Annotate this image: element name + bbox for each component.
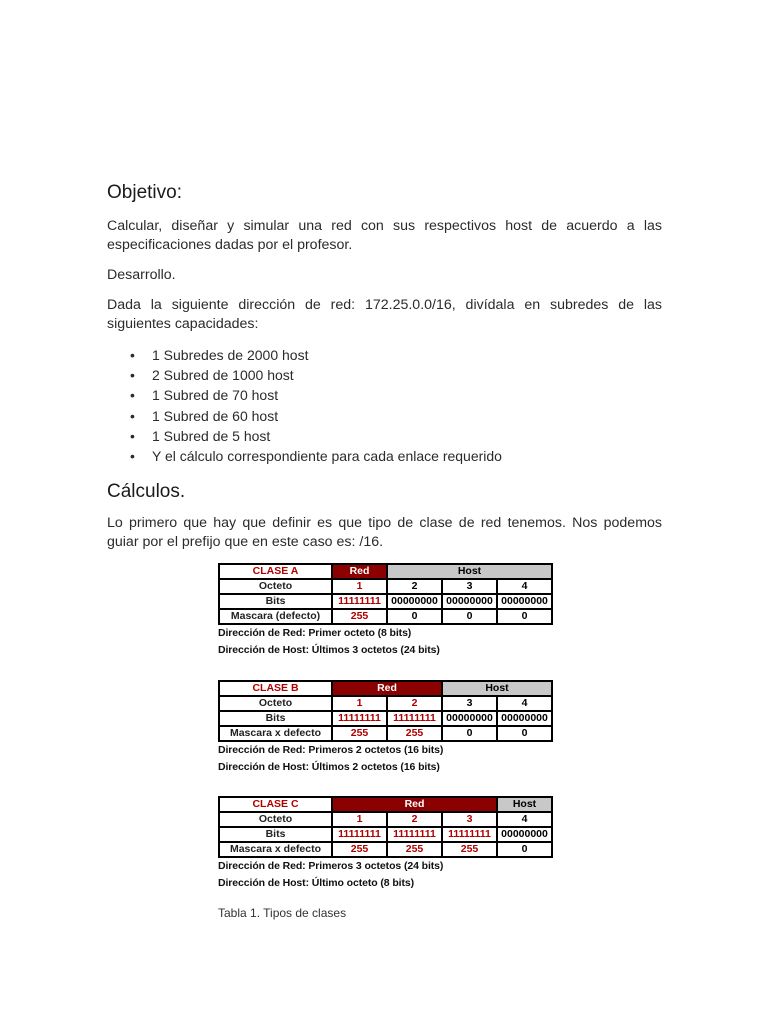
- octet-cell: 1: [332, 812, 387, 827]
- row-label: Octeto: [219, 696, 332, 711]
- class-b-block: [218, 680, 553, 776]
- host-note: Dirección de Host: Últimos 3 octetos (24 bits): [218, 644, 440, 656]
- octet-cell: 2: [387, 696, 442, 711]
- bits-cell: 11111111: [332, 711, 387, 726]
- class-label: CLASE B: [219, 681, 332, 696]
- class-a-table: [218, 563, 553, 625]
- host-note: Dirección de Host: Últimos 2 octetos (16 bits): [218, 761, 440, 773]
- class-c-block: [218, 796, 553, 892]
- objetivo-paragraph: Calcular, diseñar y simular una red con sus respectivos host de acuerdo a las especificaciones dadas por el profesor.: [107, 218, 662, 253]
- octet-cell: 1: [332, 696, 387, 711]
- list-item: • 1 Subredes de 2000 host: [130, 345, 650, 365]
- list-item: • 1 Subred de 5 host: [130, 426, 650, 446]
- row-label: Mascara (defecto): [219, 609, 332, 624]
- class-a-block: [218, 563, 553, 659]
- mask-cell: 0: [497, 726, 552, 741]
- row-label: Octeto: [219, 579, 332, 594]
- list-item: • 1 Subred de 70 host: [130, 385, 650, 405]
- mask-cell: 0: [442, 726, 497, 741]
- list-item: • 2 Subred de 1000 host: [130, 365, 650, 385]
- mask-cell: 255: [332, 842, 387, 857]
- red-header: Red: [332, 564, 387, 579]
- mask-cell: 0: [497, 609, 552, 624]
- network-note: Dirección de Red: Primer octeto (8 bits): [218, 627, 412, 639]
- table-row: [219, 797, 552, 812]
- objetivo-heading: Objetivo:: [107, 182, 182, 203]
- calculos-heading: Cálculos.: [107, 481, 186, 502]
- row-label: Mascara x defecto: [219, 842, 332, 857]
- red-header: Red: [332, 681, 442, 696]
- host-note: Dirección de Host: Último octeto (8 bits): [218, 877, 415, 889]
- red-header: Red: [332, 797, 497, 812]
- octet-cell: 3: [442, 696, 497, 711]
- table-row: [219, 594, 552, 609]
- octet-cell: 2: [387, 812, 442, 827]
- table-row: [219, 812, 552, 827]
- table-row: [219, 726, 552, 741]
- host-header: Host: [442, 681, 552, 696]
- list-item: • Y el cálculo correspondiente para cada enlace requerido: [130, 446, 650, 466]
- octet-cell: 4: [497, 696, 552, 711]
- host-header: Host: [387, 564, 552, 579]
- table-row: [219, 609, 552, 624]
- bits-cell: 11111111: [332, 827, 387, 842]
- mask-cell: 255: [332, 726, 387, 741]
- mask-cell: 0: [497, 842, 552, 857]
- octet-cell: 1: [332, 579, 387, 594]
- mask-cell: 0: [442, 609, 497, 624]
- bits-cell: 11111111: [442, 827, 497, 842]
- octet-cell: 3: [442, 812, 497, 827]
- row-label: Bits: [219, 711, 332, 726]
- table-row: [219, 579, 552, 594]
- bits-cell: 00000000: [497, 594, 552, 609]
- mask-cell: 0: [387, 609, 442, 624]
- table-row: [219, 711, 552, 726]
- calculos-paragraph: Lo primero que hay que definir es que tipo de clase de red tenemos. Nos podemos guiar por el prefijo que en este caso es: /16.: [107, 515, 662, 550]
- class-b-table: [218, 680, 553, 742]
- mask-cell: 255: [387, 842, 442, 857]
- network-note: Dirección de Red: Primeros 3 octetos (24 bits): [218, 860, 444, 872]
- network-note: Dirección de Red: Primeros 2 octetos (16 bits): [218, 744, 444, 756]
- list-item: • 1 Subred de 60 host: [130, 406, 650, 426]
- class-c-table: [218, 796, 553, 858]
- table-row: [219, 696, 552, 711]
- bits-cell: 11111111: [387, 711, 442, 726]
- row-label: Bits: [219, 594, 332, 609]
- host-header: Host: [497, 797, 552, 812]
- mask-cell: 255: [387, 726, 442, 741]
- desarrollo-label: Desarrollo.: [107, 267, 176, 283]
- table-row: [219, 842, 552, 857]
- bits-cell: 00000000: [387, 594, 442, 609]
- class-label: CLASE A: [219, 564, 332, 579]
- bits-cell: 11111111: [387, 827, 442, 842]
- bits-cell: 11111111: [332, 594, 387, 609]
- capacity-list: [130, 345, 650, 466]
- table-row: [219, 681, 552, 696]
- table-row: [219, 827, 552, 842]
- octet-cell: 3: [442, 579, 497, 594]
- octet-cell: 4: [497, 812, 552, 827]
- octet-cell: 2: [387, 579, 442, 594]
- bits-cell: 00000000: [442, 711, 497, 726]
- table-caption: Tabla 1. Tipos de clases: [218, 906, 347, 920]
- mask-cell: 255: [332, 609, 387, 624]
- bits-cell: 00000000: [442, 594, 497, 609]
- bits-cell: 00000000: [497, 711, 552, 726]
- table-row: [219, 564, 552, 579]
- row-label: Bits: [219, 827, 332, 842]
- octet-cell: 4: [497, 579, 552, 594]
- row-label: Mascara x defecto: [219, 726, 332, 741]
- bits-cell: 00000000: [497, 827, 552, 842]
- row-label: Octeto: [219, 812, 332, 827]
- class-label: CLASE C: [219, 797, 332, 812]
- dada-paragraph: Dada la siguiente dirección de red: 172.25.0.0/16, divídala en subredes de las siguientes capacidades:: [107, 297, 662, 332]
- mask-cell: 255: [442, 842, 497, 857]
